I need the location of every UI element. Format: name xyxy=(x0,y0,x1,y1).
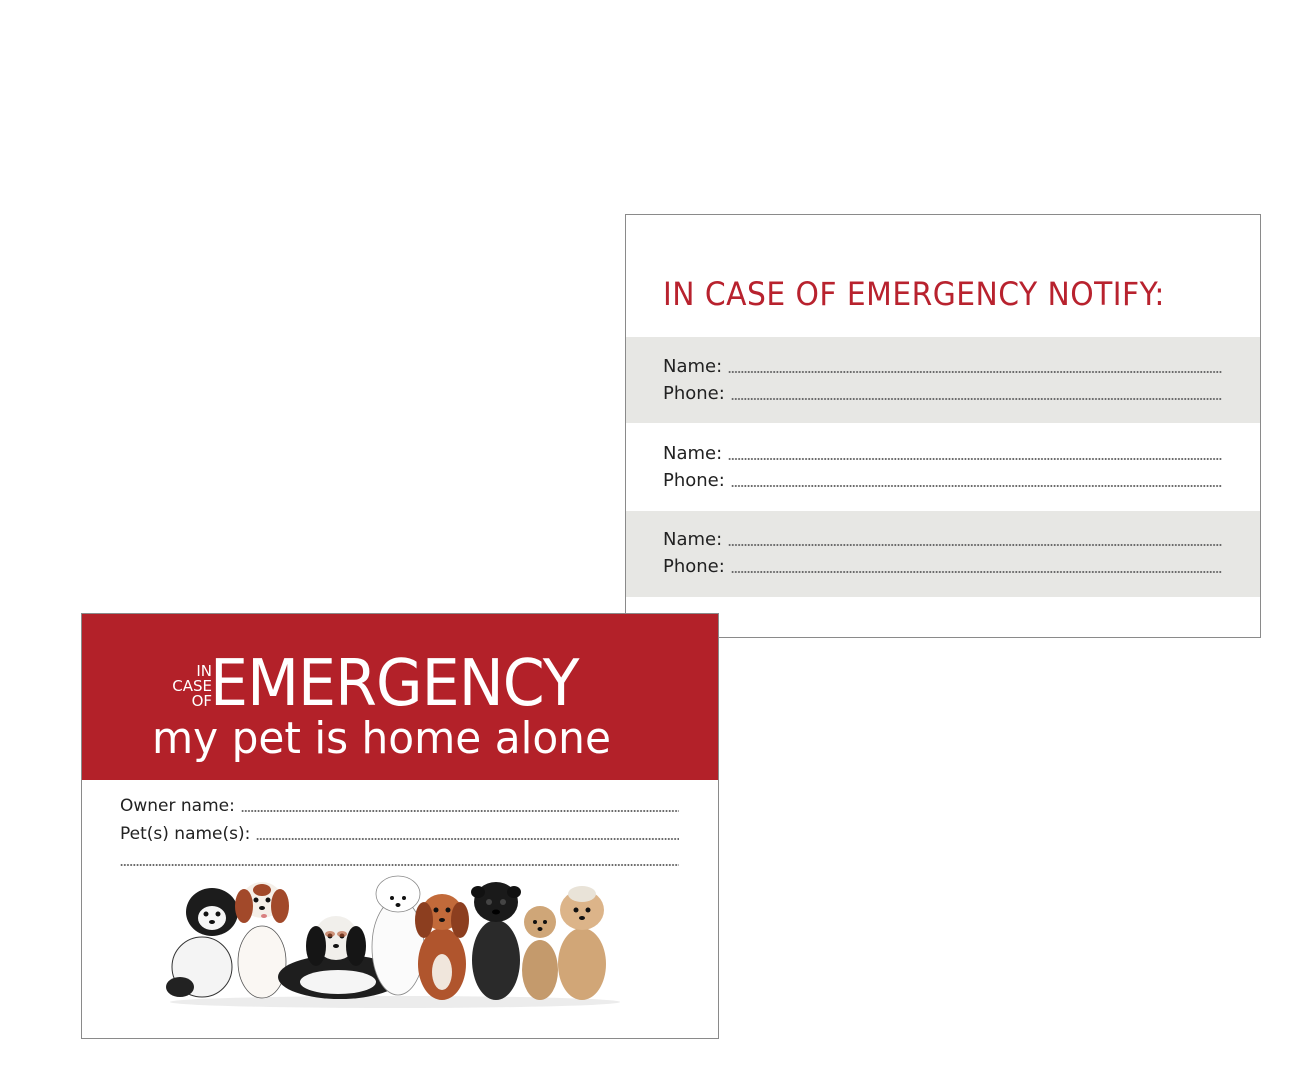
dog-apricot-doodle xyxy=(558,886,606,1000)
dotted-line xyxy=(728,544,1222,546)
in-case-of-text xyxy=(154,664,212,709)
name-line xyxy=(663,526,1222,550)
dog-black-pug xyxy=(471,882,521,1000)
dog-shih-tzu xyxy=(166,888,238,997)
contact-block-3 xyxy=(626,511,1260,597)
phone-line xyxy=(663,467,1222,491)
name-label: Name: xyxy=(663,443,723,464)
phone-label: Phone: xyxy=(663,556,725,577)
name-line xyxy=(663,353,1222,377)
phone-line xyxy=(663,380,1222,404)
subheadline: my pet is home alone xyxy=(152,713,611,764)
dotted-line xyxy=(731,398,1222,400)
red-header xyxy=(82,614,718,780)
pets-name-line xyxy=(120,822,679,844)
dogs-illustration xyxy=(160,872,630,1012)
dotted-line xyxy=(120,864,679,866)
contact-block-2 xyxy=(626,423,1260,509)
phone-line xyxy=(663,553,1222,577)
of-word: OF xyxy=(191,692,212,710)
dog-white-poodle xyxy=(372,876,424,995)
headline: EMERGENCY xyxy=(210,647,579,721)
extra-line xyxy=(120,848,679,870)
name-label: Name: xyxy=(663,529,723,550)
pet-home-alone-card xyxy=(81,613,719,1039)
emergency-contacts-card xyxy=(625,214,1261,638)
dotted-line xyxy=(728,371,1222,373)
dotted-line xyxy=(731,571,1222,573)
pets-name-label: Pet(s) name(s): xyxy=(120,824,251,844)
dog-cavalier-ruby xyxy=(415,894,469,1000)
name-label: Name: xyxy=(663,356,723,377)
dotted-line xyxy=(731,485,1222,487)
name-line xyxy=(663,440,1222,464)
dotted-line xyxy=(728,458,1222,460)
dotted-line xyxy=(241,810,679,812)
phone-label: Phone: xyxy=(663,383,725,404)
dotted-line xyxy=(256,838,679,840)
card-title: IN CASE OF EMERGENCY NOTIFY: xyxy=(663,275,1165,313)
owner-name-line xyxy=(120,794,679,816)
owner-name-label: Owner name: xyxy=(120,796,235,816)
contact-block-1 xyxy=(626,337,1260,423)
phone-label: Phone: xyxy=(663,470,725,491)
case-word: CASE xyxy=(172,677,212,695)
dog-tan-terrier xyxy=(522,906,558,1000)
in-word: IN xyxy=(196,662,212,680)
